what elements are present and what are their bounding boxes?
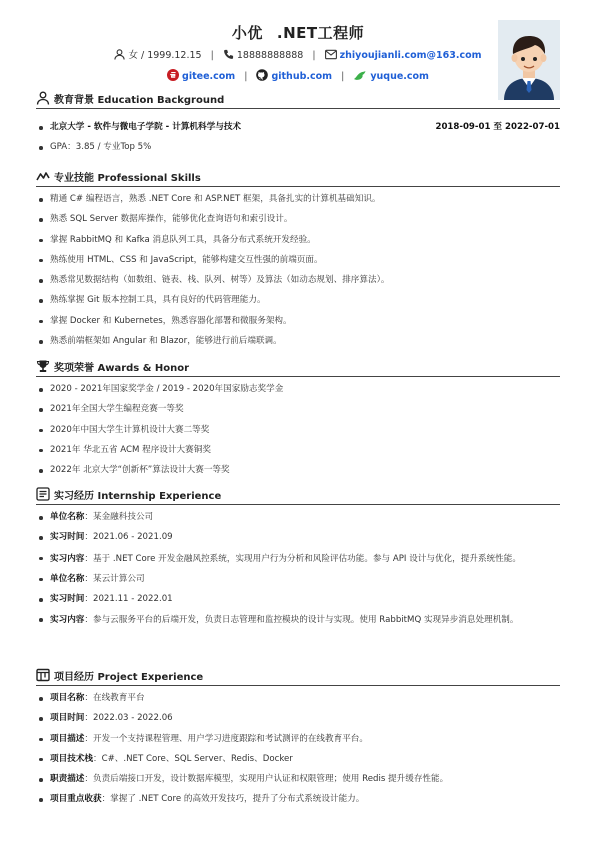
field-label: 实习内容 xyxy=(50,553,85,564)
projects-section xyxy=(36,667,560,806)
field-label: 单位名称 xyxy=(50,573,85,584)
board-icon xyxy=(36,668,50,682)
gitee-link[interactable]: gitee.com xyxy=(182,71,236,82)
projects-list xyxy=(36,692,560,806)
field-label: 项目描述 xyxy=(50,733,85,744)
field-label: 实习时间 xyxy=(50,594,85,605)
email-link[interactable]: zhiyoujianli.com@163.com xyxy=(339,50,482,61)
avatar xyxy=(498,20,560,100)
school-info: 北京大学 - 软件与微电子学院 - 计算机科学与技术 xyxy=(50,122,241,132)
awards-list xyxy=(36,383,560,477)
field-label: 实习内容 xyxy=(50,615,85,626)
award-item: 2021年 华北五省 ACM 程序设计大赛铜奖 xyxy=(36,444,560,457)
internship-title: 实习经历 Internship Experience xyxy=(54,490,222,502)
award-item: 2020年中国大学生计算机设计大赛二等奖 xyxy=(36,424,560,437)
github-link[interactable]: github.com xyxy=(271,71,333,82)
trophy-icon xyxy=(36,359,50,373)
internship-item xyxy=(36,511,560,524)
field-value: ：2021.11 - 2022.01 xyxy=(84,594,173,605)
skill-item: 掌握 RabbitMQ 和 Kafka 消息队列工具，具备分布式系统开发经验。 xyxy=(36,234,560,247)
projects-title: 项目经历 Project Experience xyxy=(54,671,204,683)
field-label: 项目技术栈 xyxy=(50,753,93,764)
field-value: ：开发一个支持课程管理、用户学习进度跟踪和考试测评的在线教育平台。 xyxy=(84,733,368,744)
field-value: ：参与云服务平台的后端开发，负责日志管理和监控模块的设计与实现。使用 RabbitMQ 实现异步消息处理机制。 xyxy=(84,615,519,626)
document-icon xyxy=(36,487,50,501)
skill-item: 精通 C# 编程语言，熟悉 .NET Core 和 ASP.NET 框架，具备扎实的计算机基础知识。 xyxy=(36,193,560,206)
field-value: ：负责后端接口开发，设计数据库模型，实现用户认证和权限管理；使用 Redis 提升缓存性能。 xyxy=(84,774,449,785)
skills-icon xyxy=(36,169,50,183)
award-item: 2021年全国大学生编程竞赛一等奖 xyxy=(36,403,560,416)
field-label: 单位名称 xyxy=(50,512,85,522)
job-title: .NET工程师 xyxy=(276,24,365,42)
projects-header xyxy=(36,667,560,686)
project-item xyxy=(36,753,560,766)
skill-item: 掌握 Docker 和 Kubernetes，熟悉容器化部署和微服务架构。 xyxy=(36,315,560,328)
skill-item: 熟悉常见数据结构（如数组、链表、栈、队列、树等）及算法（如动态规划、排序算法）。 xyxy=(36,274,560,287)
education-list xyxy=(36,121,560,154)
github-icon xyxy=(256,69,268,81)
education-title: 教育背景 Education Background xyxy=(54,94,225,106)
field-value: ：基于 .NET Core 开发金融风控系统，实现用户行为分析和风险评估功能。参与 API 设计与优化，提升系统性能。 xyxy=(84,553,521,564)
internship-item xyxy=(36,573,560,586)
internship-section xyxy=(36,486,560,627)
awards-section xyxy=(36,358,560,477)
skills-section xyxy=(36,168,560,348)
education-section xyxy=(36,90,560,154)
person-icon xyxy=(114,49,125,60)
field-value: ：某金融科技公司 xyxy=(84,512,154,522)
internship-item xyxy=(36,613,560,627)
education-item xyxy=(36,121,560,134)
field-label: 职责描述 xyxy=(50,774,85,785)
internship-item xyxy=(36,593,560,606)
graduation-icon xyxy=(36,91,50,105)
education-period: 2018-09-01 至 2022-07-01 xyxy=(435,122,560,132)
field-label: 实习时间 xyxy=(50,532,85,543)
project-item xyxy=(36,692,560,705)
yuque-icon xyxy=(353,69,367,81)
skill-item: 熟悉前端框架如 Angular 和 Blazor，能够进行前后端联调。 xyxy=(36,335,560,348)
project-item xyxy=(36,712,560,725)
skill-item: 熟悉 SQL Server 数据库操作，能够优化查询语句和索引设计。 xyxy=(36,213,560,226)
phone-number: 18888888888 xyxy=(236,50,304,61)
field-value: ：C#、.NET Core、SQL Server、Redis、Docker xyxy=(92,753,293,764)
skills-header xyxy=(36,168,560,187)
phone-icon xyxy=(223,49,234,60)
field-value: ：2022.03 - 2022.06 xyxy=(84,713,173,724)
yuque-link[interactable]: yuque.com xyxy=(370,71,429,82)
skills-list xyxy=(36,193,560,348)
awards-title: 奖项荣誉 Awards & Honor xyxy=(54,362,190,374)
field-label: 项目名称 xyxy=(50,693,85,703)
skills-title: 专业技能 Professional Skills xyxy=(54,172,201,184)
award-item: 2022年 北京大学“创新杯”算法设计大赛一等奖 xyxy=(36,464,560,477)
gpa-item: GPA：3.85 / 专业Top 5% xyxy=(36,141,560,154)
gitee-icon xyxy=(167,69,179,81)
field-value: ：掌握了 .NET Core 的高效开发技巧，提升了分布式系统设计能力。 xyxy=(101,794,365,805)
skill-item: 熟练使用 HTML、CSS 和 JavaScript，能够构建交互性强的前端页面。 xyxy=(36,254,560,267)
field-value: ：2021.06 - 2021.09 xyxy=(84,532,173,543)
email-icon xyxy=(325,49,337,60)
awards-header xyxy=(36,358,560,377)
project-item xyxy=(36,733,560,746)
award-item: 2020 - 2021年国家奖学金 / 2019 - 2020年国家励志奖学金 xyxy=(36,383,560,396)
project-item xyxy=(36,773,560,786)
field-label: 项目时间 xyxy=(50,713,85,724)
skill-item: 熟练掌握 Git 版本控制工具，具有良好的代码管理能力。 xyxy=(36,294,560,307)
internship-header xyxy=(36,486,560,505)
field-value: ：某云计算公司 xyxy=(84,573,145,584)
candidate-name: 小优 xyxy=(231,24,263,42)
education-header xyxy=(36,90,560,109)
internship-list xyxy=(36,511,560,627)
links-line: gitee.com | github.com | yuque.com xyxy=(0,69,596,84)
internship-item xyxy=(36,531,560,544)
internship-item xyxy=(36,552,560,566)
contact-line: 女 / 1999.12.15 | 18888888888 | zhiyoujianli.com@163.com xyxy=(0,49,596,63)
field-value: ：在线教育平台 xyxy=(84,693,145,703)
project-item xyxy=(36,793,560,806)
field-label: 项目重点收获 xyxy=(50,794,102,805)
gender-birth: 女 / 1999.12.15 xyxy=(128,50,202,61)
avatar-portrait xyxy=(498,20,560,100)
